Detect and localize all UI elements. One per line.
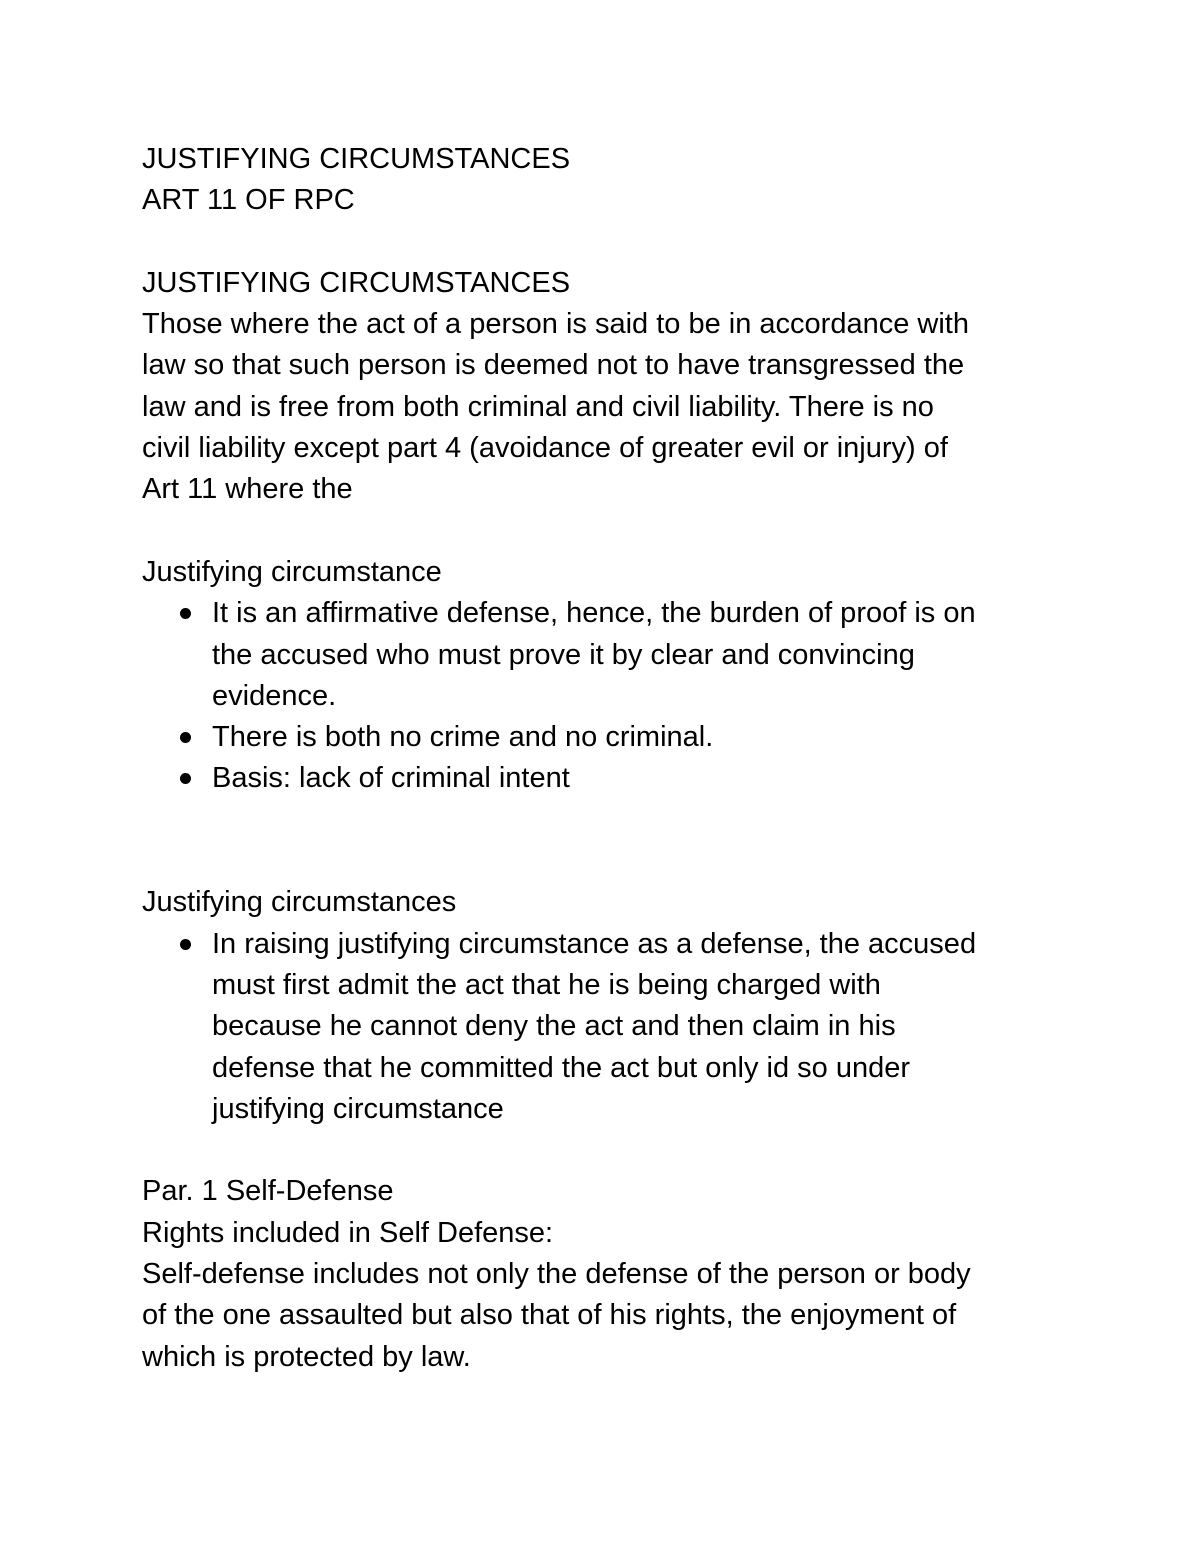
list-item-line: It is an affirmative defense, hence, the burden of proof is on (212, 597, 976, 630)
paragraph-line: civil liability except part 4 (avoidance of greater evil or injury) of (142, 432, 948, 465)
paragraph-line: Self-defense includes not only the defense of the person or body (142, 1258, 971, 1291)
list-item-line: because he cannot deny the act and then claim in his (212, 1010, 896, 1043)
list-item-line: Basis: lack of criminal intent (212, 762, 570, 795)
document-subtitle: ART 11 OF RPC (142, 184, 355, 217)
blank-line (142, 1130, 1062, 1171)
list-item-line: the accused who must prove it by clear and convincing (212, 638, 915, 671)
document-title: JUSTIFYING CIRCUMSTANCES (142, 143, 571, 175)
section-heading: Par. 1 Self-Defense (142, 1175, 394, 1208)
paragraph-line: which is protected by law. (142, 1340, 471, 1373)
list-item-line: must first admit the act that he is being charged with (212, 968, 881, 1001)
self-defense-paragraph (142, 1254, 1062, 1378)
section-heading: Justifying circumstances (142, 886, 457, 919)
list-item-line: There is both no crime and no criminal. (212, 721, 714, 754)
section-heading: Justifying circumstance (142, 555, 442, 588)
bullet-icon (180, 939, 191, 950)
paragraph-line: law and is free from both criminal and civil liability. There is no (142, 390, 934, 423)
blank-line (142, 800, 1062, 883)
blank-line (142, 511, 1062, 552)
paragraph-line: of the one assaulted but also that of his rights, the enjoyment of (142, 1299, 957, 1332)
bullet-icon (180, 773, 191, 784)
list-item-line: defense that he committed the act but only id so under (212, 1051, 911, 1084)
bullet-icon (180, 732, 191, 743)
list-item (142, 758, 1062, 799)
document-body (142, 139, 1062, 1378)
definition-paragraph (142, 304, 1062, 510)
list-item-line: evidence. (212, 679, 337, 712)
section-heading: JUSTIFYING CIRCUMSTANCES (142, 266, 571, 299)
bullet-list (142, 593, 1062, 799)
paragraph-line: Those where the act of a person is said to be in accordance with (142, 308, 969, 341)
list-item-line: justifying circumstance (212, 1092, 504, 1125)
list-item (142, 717, 1062, 758)
bullet-list (142, 924, 1062, 1130)
blank-line (142, 222, 1062, 263)
list-item-line: In raising justifying circumstance as a defense, the accused (212, 927, 977, 960)
bullet-icon (180, 608, 191, 619)
list-item (142, 593, 1062, 717)
paragraph-line: Art 11 where the (142, 473, 353, 506)
list-item (142, 924, 1062, 1130)
section-subheading: Rights included in Self Defense: (142, 1216, 554, 1249)
paragraph-line: law so that such person is deemed not to have transgressed the (142, 349, 965, 382)
